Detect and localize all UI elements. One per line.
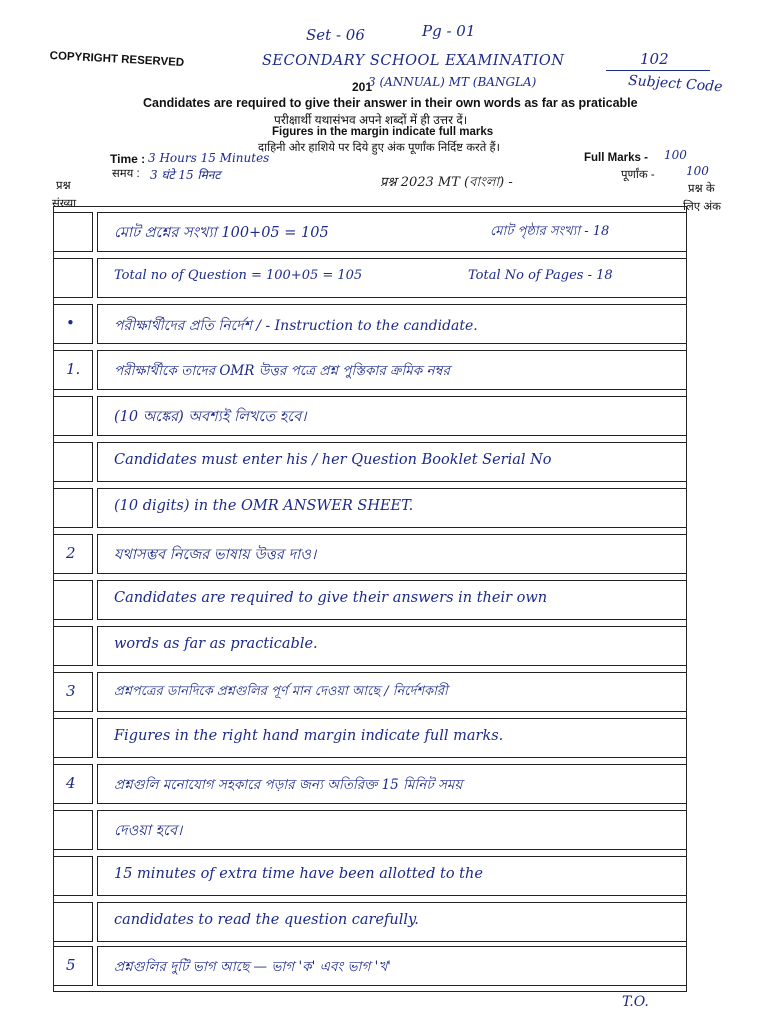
purnank-value: 100	[686, 164, 709, 178]
instruction-hindi: परीक्षार्थी यथासंभव अपने शब्दों में ही उत्तर दें।	[274, 113, 468, 127]
answer-text-right: মোট পৃষ্ঠার সংখ্যা - 18	[490, 224, 610, 239]
page-label: Pg - 01	[422, 22, 476, 40]
samay-label: समय :	[112, 168, 140, 180]
set-label: Set - 06	[306, 26, 365, 44]
purnank-label: पूर्णांक -	[621, 169, 655, 181]
question-number-box	[53, 902, 93, 942]
full-marks-value: 100	[664, 148, 687, 162]
question-number: 4	[66, 774, 76, 792]
time-value: 3 Hours 15 Minutes	[148, 151, 270, 165]
answer-text: পরীক্ষার্থীকে তাদের OMR উত্তর পত্রে প্রশ্ন পুস্তিকার ক্রমিক নম্বর	[114, 363, 450, 379]
question-paper-title: प्रश्न 2023 MT (বাংলা) -	[380, 175, 513, 190]
answer-text: Total no of Question = 100+05 = 105	[114, 268, 363, 283]
answer-line	[97, 626, 687, 666]
exam-title: SECONDARY SCHOOL EXAMINATION	[262, 53, 565, 69]
year-printed: 201	[352, 80, 373, 94]
question-number-box	[53, 534, 93, 574]
column-right-header-1: प्रश्न के	[688, 183, 715, 195]
answer-text: প্রশ্নগুলি মনোযোগ সহকারে পড়ার জন্য অতিরিক্ত 15 মিনিট সময়	[114, 777, 463, 793]
instruction-english: Candidates are required to give their answer in their own words as far as praticable	[143, 96, 638, 110]
answer-text-right: Total No of Pages - 18	[468, 268, 613, 283]
question-number: 1.	[66, 360, 81, 378]
question-number: 2	[66, 544, 76, 562]
column-left-header-2: संख्या	[52, 198, 77, 210]
answer-text: candidates to read the question carefully.	[114, 912, 419, 928]
question-number-box	[53, 718, 93, 758]
question-number-box	[53, 580, 93, 620]
answer-text: প্রশ্নপত্রের ডানদিকে প্রশ্নগুলির পূর্ণ মান দেওয়া আছে / নির্দেশকারী	[114, 684, 448, 699]
answer-line	[97, 442, 687, 482]
margin-note-english: Figures in the margin indicate full marks	[272, 126, 494, 138]
answer-text: (10 digits) in the OMR ANSWER SHEET.	[114, 498, 414, 514]
answer-line	[97, 580, 687, 620]
answer-line	[97, 212, 687, 252]
answer-line	[97, 856, 687, 896]
answer-line	[97, 810, 687, 850]
answer-line	[97, 764, 687, 804]
samay-value: 3 घंटे 15 मिनट	[150, 168, 221, 182]
column-right-header-2: लिए अंक	[683, 201, 721, 213]
subject-code-underline	[606, 70, 710, 71]
answer-line	[97, 534, 687, 574]
column-left-header-1: प्रश्न	[56, 180, 71, 192]
answer-text: মোট প্রশ্নের সংখ্যা 100+05 = 105	[114, 225, 329, 241]
time-label: Time :	[110, 152, 146, 166]
question-number-box	[53, 442, 93, 482]
answer-text: পরীক্ষার্থীদের প্রতি নির্দেশ / - Instruction to the candidate.	[114, 318, 478, 334]
question-number-box	[53, 488, 93, 528]
answer-line	[97, 946, 687, 986]
question-number-box	[53, 946, 93, 986]
answer-text: Candidates must enter his / her Question Booklet Serial No	[114, 452, 552, 468]
subject-code-value: 102	[640, 50, 669, 68]
answer-line	[97, 258, 687, 298]
full-marks-label: Full Marks -	[584, 152, 648, 164]
answer-line	[97, 396, 687, 436]
copyright-label: COPYRIGHT RESERVED	[49, 50, 185, 70]
question-number-box	[53, 212, 93, 252]
answer-text: Figures in the right hand margin indicate full marks.	[114, 728, 504, 744]
answer-text: 15 minutes of extra time have been allotted to the	[114, 866, 483, 882]
margin-note-hindi: दाहिनी ओर हाशिये पर दिये हुए अंक पूर्णांक निर्दिष्ट करते हैं।	[258, 142, 500, 154]
question-number-box	[53, 304, 93, 344]
subject-code-label: Subject Code	[627, 72, 723, 96]
year-handwritten: 3 (ANNUAL) MT (BANGLA)	[368, 75, 537, 89]
question-number: 5	[66, 956, 76, 974]
answer-text: words as far as practicable.	[114, 636, 318, 652]
question-number-box	[53, 764, 93, 804]
question-number-box	[53, 626, 93, 666]
question-number: •	[66, 314, 75, 332]
question-number-box	[53, 810, 93, 850]
answer-line	[97, 902, 687, 942]
question-number-box	[53, 258, 93, 298]
answer-line	[97, 488, 687, 528]
answer-text: (10 অঙ্কের) অবশ্যই লিখতে হবে।	[114, 409, 307, 425]
answer-text: দেওয়া হবে।	[114, 823, 183, 839]
question-number-box	[53, 672, 93, 712]
question-number: 3	[66, 682, 76, 700]
answer-line	[97, 350, 687, 390]
answer-line	[97, 718, 687, 758]
turn-over-note: T.O.	[622, 994, 649, 1010]
answer-text: Candidates are required to give their answers in their own	[114, 590, 548, 606]
question-number-box	[53, 856, 93, 896]
question-number-box	[53, 396, 93, 436]
answer-text: প্রশ্নগুলির দুটি ভাগ আছে — ভাগ 'ক' এবং ভাগ 'খ'	[114, 959, 391, 975]
answer-text: যথাসম্ভব নিজের ভাষায় উত্তর দাও।	[114, 547, 317, 563]
answer-line	[97, 304, 687, 344]
question-number-box	[53, 350, 93, 390]
answer-line	[97, 672, 687, 712]
